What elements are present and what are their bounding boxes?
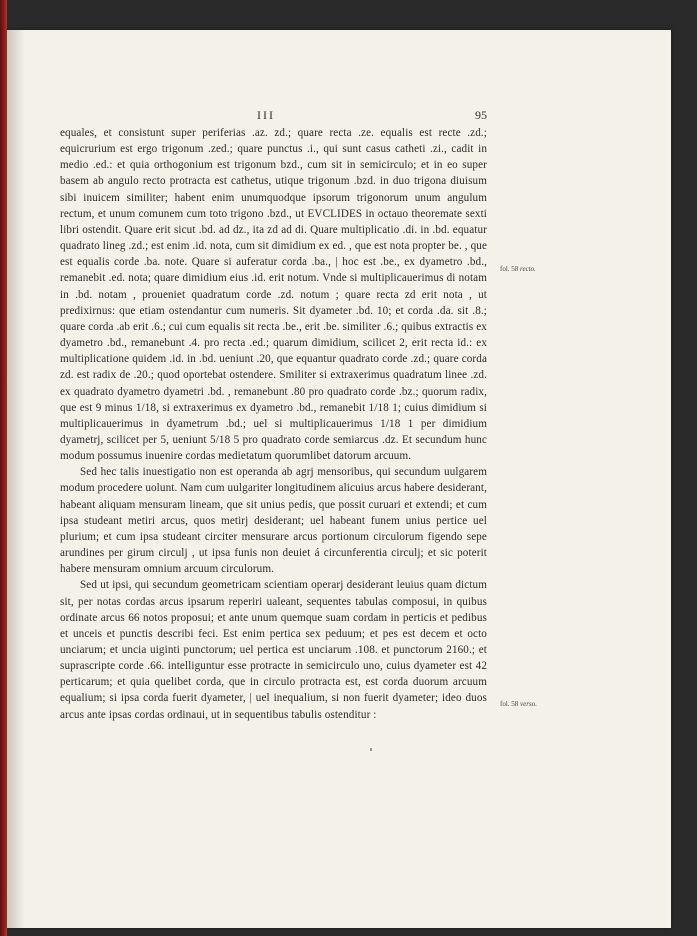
paragraph-2: Sed hec talis inuestigatio non est operanda ab agrj mensoribus, qui secundum uulgarem modum procedere uolunt. Nam cum uulgariter longitudinem alicuius arcus habere desiderant, habeant aliquam mensuram lineam, que sit unius pedis, que possit curuari et extendi; et cum ipsa studeant metiri arcus, quos metirj desiderant; uel habeant funem unius pertice uel plurium; et cum ipsa studeant circiter mensurare arcus portionum circulorum figendo sepe arundines per girum circulj , ut ipsa funis non deuiet á circunferentia circulj; et sic poterit habere mensuram omnium arcuum circulorum. (60, 466, 487, 576)
paragraph-3: Sed ut ipsi, qui secundum geometricam scientiam operarj desiderant leuius quam dictum sit, per notas cordas arcus ipsarum reperiri ualeant, sequentes tabulas composui, in quibus ordinate arcus 66 notos proposui; et ante unum quemque suam cordam in perticis et pedibus et unceis et punctis describi feci. Est enim pertica sex peduum; et pes est decem et octo unciarum; et uncia uiginti punctorum; uel pertica est unciarum .108. et punctorum 2160.; et suprascripte corde .66. intelliguntur esse protracte in semicirculo uno, cuius dyameter est 42 perticarum; et quia quelibet corda, que in circulo protracta est, est corda duorum arcuum equalium; si ipsa corda fuerit dyameter, | uel inequalium, si non fuerit dyameter; ideo duos arcus ante ipsas cordas ordinaui, ut in sequentibus tabulis ostenditur : (60, 579, 487, 721)
margin-note-verso: fol. 58 verso. (500, 700, 537, 708)
page-number: 95 (475, 108, 487, 122)
running-header (60, 108, 487, 124)
margin-note-recto: fol. 58 recto. (500, 265, 536, 273)
body-text (60, 125, 487, 723)
ink-speck (370, 748, 372, 751)
book-spine (0, 0, 7, 936)
paragraph-1: equales, et consistunt super periferias .az. zd.; quare recta .ze. equalis est recte .zd.; equicrurium est ergo trigonum .zed.; quare punctus .i., qui sunt casus catheti .zi., cadit in medio .ed.: et quia orthogonium est trigonum bzd., cum sit in semicirculo; et in eo super basem ab angulo recto protracta est cathetus, utique trigonum .bzd. in duo trigona diuisum sibi inuicem similiter; habent enim unumquodque ipsorum trigonorum unum angulum rectum, et unum comunem cum toto trigono .bzd., ut EVCLIDES in octauo theoremate sexti libri ostendit. Quare erit sicut .bd. ad dz., ita zd ad di. Quare multiplicatio .di. in .bd. equatur quadrato lineg .zd.; est enim .id. nota, cum sit dimidium ex ed. , que est nota propter be. , que est equalis corde .ba. note. Quare si auferatur corda .ba., | hoc est .be., ex dyametro .bd., remanebit .ed. nota; quare dimidium eius .id. erit notum. Vnde si multiplicauerimus di notam in .bd. notam , proueniet quadratum corde .zd. notum ; quare recta zd erit nota , ut predixirnus: que etiam ostendantur cum numeris. Sit dyameter .bd. 10; et corda .da. sit .8.; quare corda .ab erit .6.; cui cum equalis sit recta .be., erit .be. similiter .6.; quibus extractis ex dyametro .bd., remanebunt .4. pro recta .ed.; quarum dimidium, scilicet 2, erit recta id.: ex multiplicatione quidem .id. in .bd. ueniunt .20, que equantur quadrato corde .zd.; quare corda zd. est radix de .20.; quod oportebat ostendere. Smiliter si extraxerimus quadratum linee .zd. ex quadrato dyametro dyametri .bd. , remanebunt .80 pro quadrato corde .bz.; quorum radix, que est 9 minus 1/18, si extraxerimus ex dyametro .bd., remanebit 1/18 1; cuius dimidium si multiplicauerimus in dyametrum .bd.; uel si multiplicauerimus 1/18 1 per dimidium dyametrj, scilicet per 5, ueniunt 5/18 5 pro quadrato corde semiarcus .dz. Et secundum hunc modum possumus inuenire cordas medietatum quorumlibet datorum arcuum. (60, 127, 487, 463)
chapter-number: III (257, 108, 275, 122)
page-gutter-shadow (7, 30, 25, 928)
